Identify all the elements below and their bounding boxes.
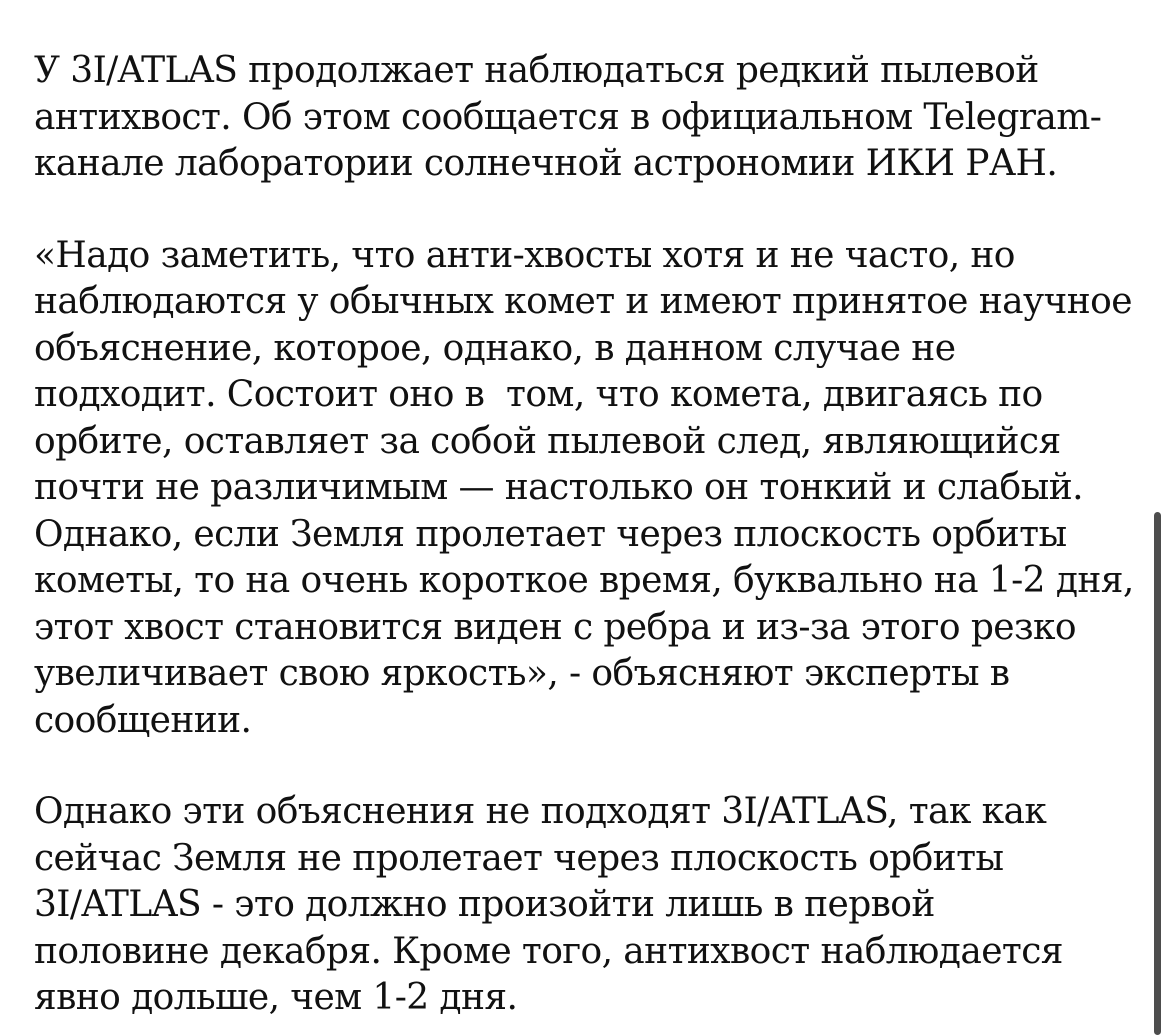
text-line: объяснение, которое, однако, в данном случае не	[34, 327, 956, 369]
text-line: сообщении.	[34, 699, 252, 741]
text-line: «Надо заметить, что анти-хвосты хотя и не часто, но	[34, 234, 1015, 276]
text-line: антихвост. Об этом сообщается в официальном Telegram-	[34, 96, 1102, 138]
text-line: 3I/ATLAS - это должно произойти лишь в первой	[34, 884, 935, 925]
text-line: сейчас Земля не пролетает через плоскость орбиты	[34, 837, 1004, 879]
text-line: этот хвост становится виден с ребра и из-за этого резко	[34, 606, 1076, 648]
text-line: наблюдаются у обычных комет и имеют принятое научное	[34, 281, 1132, 322]
paragraph-gap	[34, 188, 1170, 233]
text-line: кометы, то на очень короткое время, буквально на 1-2 дня,	[34, 560, 1134, 601]
text-line: орбите, оставляет за собой пылевой след, являющийся	[34, 420, 1061, 462]
vertical-scrollbar[interactable]	[1154, 512, 1161, 1035]
text-line: почти не различимым — настолько он тонкий и слабый.	[34, 467, 1083, 508]
text-line: У 3I/ATLAS продолжает наблюдаться редкий пылевой	[34, 50, 1039, 91]
paragraph-conclusion	[34, 789, 1170, 1022]
paragraph-intro	[34, 48, 1170, 188]
text-line: Однако, если Земля пролетает через плоскость орбиты	[34, 513, 1067, 555]
text-line: явно дольше, чем 1-2 дня.	[34, 977, 518, 1018]
text-line: Однако эти объяснения не подходят 3I/ATLAS, так как	[34, 791, 1047, 832]
text-line: подходит. Состоит оно в том, что комета, двигаясь по	[34, 374, 1043, 415]
text-line: увеличивает свою яркость», - объясняют эксперты в	[34, 653, 1010, 694]
text-line: половине декабря. Кроме того, антихвост наблюдается	[34, 930, 1063, 972]
paragraph-quote	[34, 233, 1170, 745]
text-line: канале лаборатории солнечной астрономии ИКИ РАН.	[34, 143, 1058, 184]
paragraph-gap	[34, 744, 1170, 789]
article-text	[34, 48, 1170, 1022]
